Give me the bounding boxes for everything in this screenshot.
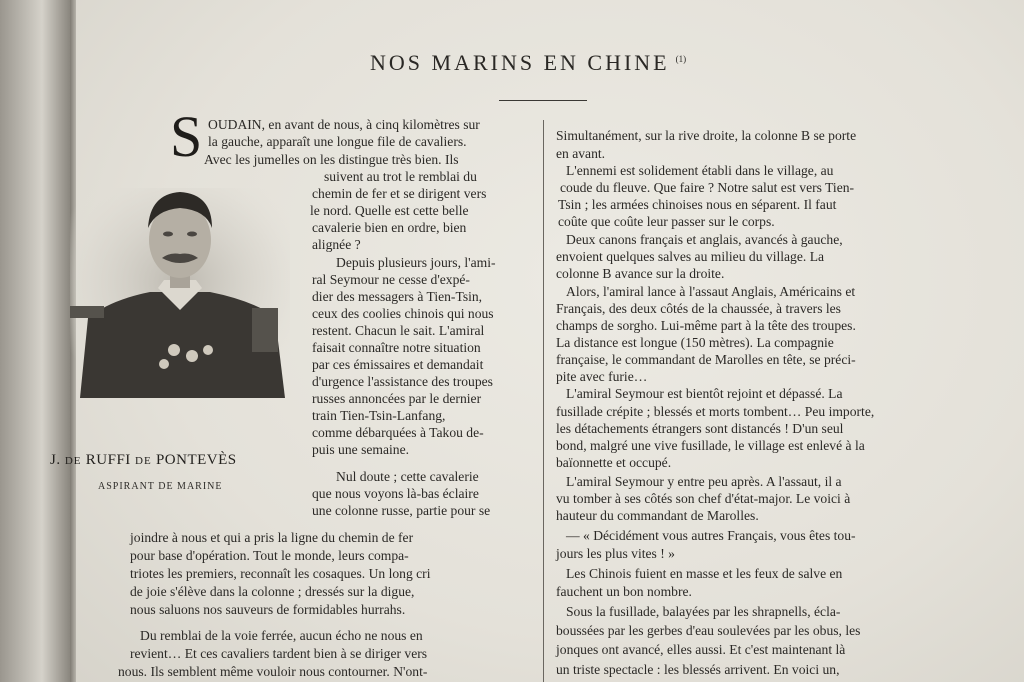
left-column-text-line: dier des messagers à Tien-Tsin, [312, 289, 483, 304]
left-column-text-line: nous. Ils semblent même vouloir nous contourner. N'ont- [118, 664, 428, 679]
left-column-text-line: le nord. Quelle est cette belle [310, 203, 469, 218]
left-column-text-line: ral Seymour ne cesse d'expé- [312, 272, 470, 287]
right-column-text-line: Français, des deux côtés de la chaussée, à travers les [556, 301, 841, 316]
right-column-text-line: Deux canons français et anglais, avancés à gauche, [566, 232, 843, 247]
right-column-text-line: colonne B avance sur la droite. [556, 266, 725, 281]
left-column-text-line: cavalerie bien en ordre, bien [312, 220, 467, 235]
right-column-text-line: bond, malgré une vive fusillade, le village est enlevé à la [556, 438, 865, 453]
right-column-text-line: pite avec furie… [556, 369, 648, 384]
right-column-text-line: Sous la fusillade, balayées par les shrapnells, écla- [566, 604, 841, 619]
right-column-text-line: L'amiral Seymour y entre peu après. A l'assaut, il a [566, 474, 842, 489]
right-column-text-line: Tsin ; les armées chinoises nous en séparent. Il faut [558, 197, 837, 212]
right-column-text-line: en avant. [556, 146, 606, 161]
left-column-text-line: comme débarquées à Takou de- [312, 425, 484, 440]
right-column-text-line: Alors, l'amiral lance à l'assaut Anglais, Américains et [566, 284, 856, 299]
right-column-text-line: Les Chinois fuient en masse et les feux de salve en [566, 566, 843, 581]
left-column-text-line: pour base d'opération. Tout le monde, leurs compa- [130, 548, 409, 563]
right-column-text-line: Simultanément, sur la rive droite, la colonne B se porte [556, 128, 857, 143]
right-column-text-line: fauchent un bon nombre. [556, 584, 692, 599]
footnote-mark: (1) [675, 54, 687, 64]
right-column-text-line: coude du fleuve. Que faire ? Notre salut est vers Tien- [560, 180, 855, 195]
left-column-text-line: nous saluons nos sauveurs de formidables hurrahs. [130, 602, 406, 617]
right-column-text-line: jonques ont avancé, elles aussi. Et c'est maintenant là [556, 642, 846, 657]
right-column-text-line: les détachements étrangers sont distancés ! D'un seul [556, 421, 844, 436]
right-column-text-line: envoient quelques salves au milieu du village. La [556, 249, 825, 264]
left-column-text-line: puis une semaine. [312, 442, 410, 457]
left-column-text-line: suivent au trot le remblai du [324, 169, 477, 184]
left-column-text-line: Depuis plusieurs jours, l'ami- [336, 255, 496, 270]
drop-cap: S [170, 104, 203, 169]
left-column-text-line: faisait connaître notre situation [312, 340, 481, 355]
left-column-text-line: revient… Et ces cavaliers tardent bien à se diriger vers [130, 646, 428, 661]
left-column-text-line: que nous voyons là-bas éclaire [312, 486, 479, 501]
portrait-subcaption: ASPIRANT DE MARINE [98, 481, 223, 492]
left-column-text-line: d'urgence l'assistance des troupes [312, 374, 493, 389]
left-column-text-line: triotes les premiers, reconnaît les cosaques. Un long cri [130, 566, 431, 581]
left-column-text-line: Du remblai de la voie ferrée, aucun écho ne nous en [140, 628, 423, 643]
right-column-text-line: L'ennemi est solidement établi dans le village, au [566, 163, 834, 178]
right-column-text-line: vu tomber à ses côtés son chef d'état-major. Le voici à [556, 491, 851, 506]
left-column-text-line: Avec les jumelles on les distingue très bien. Ils [204, 152, 459, 167]
right-column-text-line: fusillade crépite ; blessés et morts tombent… Peu importe, [556, 404, 875, 419]
right-column-text-line: champs de sorgho. Lui-même part à la tête des troupes. [556, 318, 856, 333]
left-column-text-line: par ces émissaires et demandait [312, 357, 484, 372]
left-column-text-line: OUDAIN, en avant de nous, à cinq kilomètres sur [208, 117, 480, 132]
title-rule [499, 100, 587, 101]
column-rule [543, 120, 544, 682]
right-column-text-line: un triste spectacle : les blessés arrivent. En voici un, [556, 662, 840, 677]
left-column-text-line: joindre à nous et qui a pris la ligne du chemin de fer [130, 530, 414, 545]
right-column-text-line: boussées par les gerbes d'eau soulevées par les obus, les [556, 623, 861, 638]
left-column-text-line: de joie s'élève dans la colonne ; dressés sur la digue, [130, 584, 415, 599]
left-column-text-line: la gauche, apparaît une longue file de cavaliers. [208, 134, 467, 149]
left-column-text-line: train Tien-Tsin-Lanfang, [312, 408, 446, 423]
portrait-caption: J. DE RUFFI DE PONTEVÈS [50, 452, 237, 468]
left-column-text-line: restent. Chacun le sait. L'amiral [312, 323, 485, 338]
right-column-text-line: — « Décidément vous autres Français, vous êtes tou- [566, 528, 856, 543]
right-column-text-line: hauteur du commandant de Marolles. [556, 508, 759, 523]
left-column-text-line: ceux des coolies chinois qui nous [312, 306, 494, 321]
right-column-text-line: baïonnette et occupé. [556, 455, 672, 470]
previous-page-edge [0, 0, 70, 682]
right-column-text-line: L'amiral Seymour est bientôt rejoint et dépassé. La [566, 386, 843, 401]
right-column-text-line: française, le commandant de Marolles en tête, se préci- [556, 352, 856, 367]
right-column-text-line: La distance est longue (150 mètres). La compagnie [556, 335, 834, 350]
left-column-text-line: russes annoncées par le dernier [312, 391, 482, 406]
right-column-text-line: jours les plus vites ! » [556, 546, 675, 561]
left-column-text-line: une colonne russe, partie pour se [312, 503, 491, 518]
left-column-text-line: Nul doute ; cette cavalerie [336, 469, 479, 484]
portrait-engraving [70, 188, 290, 398]
article-title: NOS MARINS EN CHINE $^{(1)}$ [370, 50, 687, 75]
left-column-text-line: chemin de fer et se dirigent vers [312, 186, 487, 201]
right-column-text-line: coûte que coûte leur passer sur le corps. [558, 214, 775, 229]
left-column-text-line: alignée ? [312, 237, 361, 252]
